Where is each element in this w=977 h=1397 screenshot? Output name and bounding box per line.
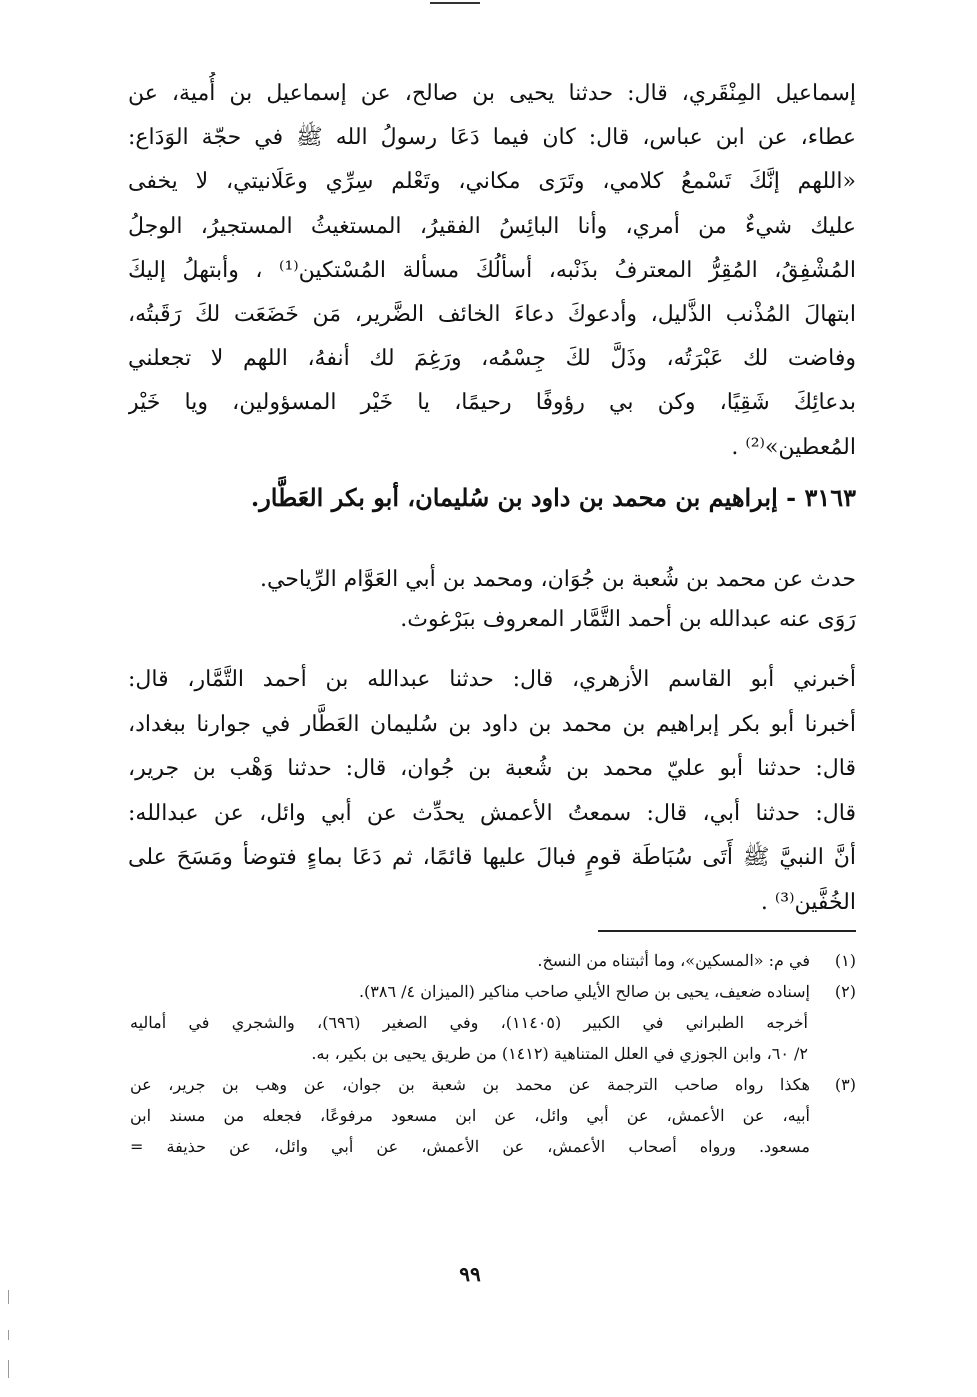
text-line: حدث عن محمد بن شُعبة بن جُوَان، ومحمد بن أبي العَوَّام الرِّياحي. (259, 567, 856, 592)
footnote-separator (598, 930, 856, 932)
scan-margin-mark (8, 1290, 9, 1304)
text-line: رَوَى عنه عبدالله بن أحمد التَّمَّار المعروف ببَرْغوث. (400, 607, 856, 632)
hadith-paragraph-2 (128, 658, 856, 925)
footnote-number: (٢) (834, 982, 856, 1001)
footnote-number: (١) (834, 951, 856, 970)
text-line: ابتهالَ المُذْنب الذَّليل، وأدعوكَ دعاءَ الخائف الضَّرير، مَن خَضَعَت لكَ رَقَبتُه، (128, 302, 856, 328)
text-line: عطاء، عن ابن عباس، قال: كان فيما دَعَا رسولُ الله ﷺ في حجّة الوَدَاع: (128, 125, 856, 151)
footnote-line: ٢/ ٦٠، وابن الجوزي في العلل المتناهية (١٤١٢) من طريق يحيى بن بكير، به. (311, 1044, 808, 1063)
text-line: إسماعيل المِنْقَري، قال: حدثنا يحيى بن صالح، عن إسماعيل بن أُمية، عن (128, 81, 856, 106)
text-line: عليك شيءٌ من أمري، وأنا البائِسُ الفقيرُ، المستغيثُ المستجيرُ، الوجلُ (128, 213, 856, 239)
footnotes (130, 945, 856, 1162)
text-line: بدعائِكَ شَقِيًا، وكن بي رؤوفًا رحيمًا، يا خَيْر المسؤولين، ويا خَيْر (128, 390, 856, 416)
text-line: المُشْفِقُ، المُقِرُّ المعترفُ بذَنْبه، أسألُكَ مسألة المُسْتكين⁽¹⁾ ، وأبتهلُ إليكَ (128, 257, 856, 283)
footnote-continuation (130, 1007, 856, 1069)
text-line: أخبرنا أبو بكر إبراهيم بن محمد بن داود بن سُليمان العَطَّار في جوارنا ببغداد، (128, 711, 856, 737)
entry-heading: ٣١٦٣ - إبراهيم بن محمد بن داود بن سُليمان، أبو بكر العَطَّار. (250, 483, 856, 512)
text-line: «اللهم إنَّكَ تَسْمعُ كلامي، وتَرَى مكاني، وتَعْلم سِرِّي وعَلَانيتي، لا يخفى (128, 169, 856, 195)
footnote-line: هكذا رواه صاحب الترجمة عن محمد بن شعبة بن جوان، عن وهب بن جرير، عن (130, 1075, 810, 1094)
text-line: أخبرني أبو القاسم الأزهري، قال: حدثنا عبدالله بن أحمد التَّمَّار، قال: (128, 667, 856, 692)
text-line: أنَّ النبيَّ ﷺ أَتَى سُبَاطَة قومٍ فبالَ عليها قائمًا، ثم دَعَا بماءٍ فتوضأ ومَسَحَ على (128, 845, 856, 870)
footnote (130, 976, 856, 1007)
footnote-line: أبيه، عن الأعمش، عن أبي وائل، عن ابن مسعود مرفوعًا، فجعله من مسند ابن (130, 1106, 810, 1125)
footnote (130, 945, 856, 976)
footnote-line: أخرجه الطبراني في الكبير (١١٤٠٥)، وفي الصغير (٦٩٦)، والشجري في أماليه (130, 1013, 808, 1032)
biography-paragraph (128, 560, 856, 640)
text-line: المُعطين»⁽²⁾ . (731, 434, 856, 460)
top-edge-rule (430, 2, 480, 4)
footnote (130, 1069, 856, 1162)
page-number: ٩٩ (459, 1262, 481, 1286)
footnote-line: في م: «المسكين»، وما أثبتناه من النسخ. (537, 951, 810, 970)
scan-margin-mark (8, 1360, 9, 1378)
footnote-number: (٣) (834, 1075, 856, 1094)
text-line: الخُفَّين⁽³⁾ . (760, 889, 856, 915)
footnote-line: مسعود. ورواه أصحاب الأعمش، عن الأعمش، عن أبي وائل، عن حذيفة = (130, 1137, 810, 1156)
text-line: قال: حدثنا أبو عليّ محمد بن شُعبة بن جُوان، قال: حدثنا وَهْب بن جرير، (128, 756, 856, 781)
text-line: وفاضت لك عَبْرَتُه، وذَلَّ لكَ جِسْمُه، ورَغِمَ لك أنفهُ، اللهم لا تجعلني (128, 346, 856, 372)
hadith-paragraph-1 (128, 72, 856, 470)
scan-margin-mark (8, 1330, 9, 1340)
text-line: قال: حدثنا أبي، قال: سمعتُ الأعمش يحدِّث عن أبي وائل، عن عبدالله: (128, 800, 856, 826)
footnote-line: إسناده ضعيف، يحيى بن صالح الأيلي صاحب مناكير (الميزان ٤/ ٣٨٦). (358, 982, 810, 1001)
